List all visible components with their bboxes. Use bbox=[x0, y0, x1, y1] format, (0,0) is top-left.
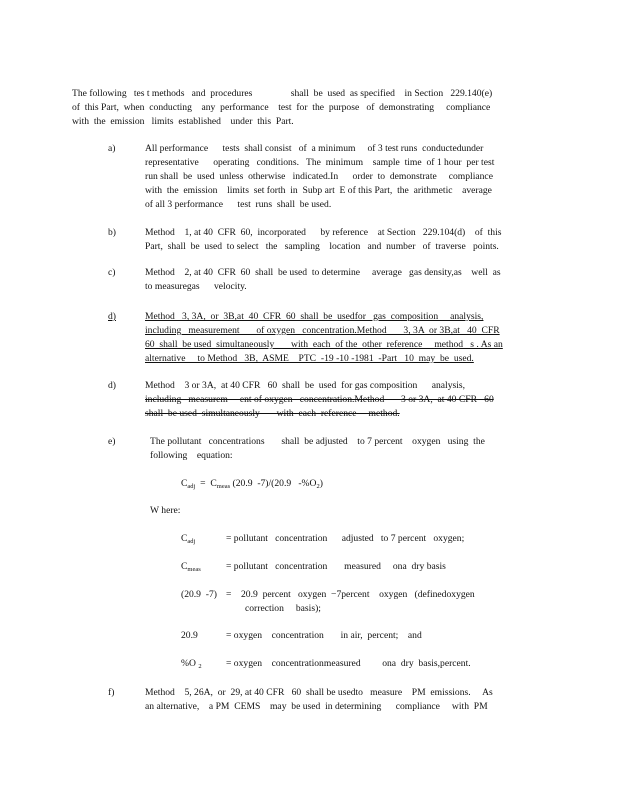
equation-c-subscript: meas bbox=[216, 483, 231, 490]
definition-text: = pollutant concentration adjusted to 7 percent oxygen; bbox=[226, 533, 465, 544]
item-line: to measuregas velocity. bbox=[145, 281, 247, 292]
equation-rhs: (20.9 -7)/(20.9 -%O bbox=[230, 478, 317, 489]
item-line: an alternative, a PM CEMS may be used in determining compliance with PM bbox=[145, 701, 488, 712]
definition-text-continued: correction basis); bbox=[245, 603, 321, 614]
item-line: following equation: bbox=[150, 450, 233, 461]
item-line: All performance tests shall consist of a minimum of 3 test runs conductedunder bbox=[145, 143, 484, 154]
item-label: f) bbox=[108, 687, 115, 698]
item-line-inserted: 60 shall be used simultaneously with each of the other reference method s . As an bbox=[145, 339, 503, 350]
item-label: d) bbox=[108, 380, 116, 391]
equation-c: C bbox=[210, 478, 217, 489]
item-line-deleted: including measurem ent of oxygen concentration.Method 3 or 3A, at 40 CFR 60 bbox=[145, 394, 494, 405]
item-line: Method 3 or 3A, at 40 CFR 60 shall be used for gas composition analysis, bbox=[145, 380, 466, 391]
equation-lhs: C bbox=[181, 478, 188, 489]
item-label: d) bbox=[108, 311, 116, 322]
item-line-deleted: shall be used simultaneously with each reference method. bbox=[145, 408, 400, 419]
item-line: with the emission limits set forth in Subp art E of this Part, the arithmetic average bbox=[145, 185, 492, 196]
item-line: Method 2, at 40 CFR 60 shall be used to determine average gas density,as well as bbox=[145, 267, 501, 278]
definition-symbol: $C_{meas}$ bbox=[181, 561, 201, 573]
definition-symbol: $C_{adj}$ bbox=[181, 533, 196, 545]
item-line: run shall be used unless otherwise indicated.In order to demonstrate compliance bbox=[145, 171, 493, 182]
equation bbox=[181, 477, 323, 494]
definition-symbol: %O $_2$ bbox=[181, 658, 202, 670]
item-label: c) bbox=[108, 267, 116, 278]
definition-symbol: 20.9 bbox=[181, 630, 198, 641]
item-line-inserted: Method 3, 3A, or 3B,at 40 CFR 60 shall be usedfor gas composition analysis, bbox=[145, 311, 484, 322]
equation-tail: ) bbox=[319, 478, 323, 489]
item-label: a) bbox=[108, 143, 116, 154]
where-label: W here: bbox=[150, 505, 181, 516]
equation-equals: = bbox=[200, 478, 206, 489]
definition-text: = oxygen concentrationmeasured ona dry basis,percent. bbox=[226, 658, 471, 669]
item-line: Method 5, 26A, or 29, at 40 CFR 60 shall be usedto measure PM emissions. As bbox=[145, 687, 493, 698]
item-line-inserted: alternative to Method 3B, ASME PTC -19 -10 -1981 -Part 10 may be used. bbox=[145, 353, 474, 364]
equation-o2-subscript: 2 bbox=[316, 483, 320, 490]
intro-line: with the emission limits established under this Part. bbox=[72, 116, 294, 127]
item-line: of all 3 performance test runs shall be used. bbox=[145, 199, 332, 210]
intro-line: The following tes t methods and procedures shall be used as specified in Section 229.140(e) bbox=[72, 88, 493, 99]
item-line: Method 1, at 40 CFR 60, incorporated by reference at Section 229.104(d) of this bbox=[145, 227, 502, 238]
item-line: representative operating conditions. The minimum sample time of 1 hour per test bbox=[145, 157, 495, 168]
definition-text: = oxygen concentration in air, percent; and bbox=[226, 630, 422, 641]
intro-line: of this Part, when conducting any performance test for the purpose of demonstrating compliance bbox=[72, 102, 491, 113]
item-line-inserted: including measurement of oxygen concentration.Method 3, 3A or 3B,at 40 CFR bbox=[145, 325, 500, 336]
item-line: The pollutant concentrations shall be adjusted to 7 percent oxygen using the bbox=[150, 436, 485, 447]
item-line: Part, shall be used to select the sampling location and number of traverse points. bbox=[145, 241, 499, 252]
item-label: e) bbox=[108, 436, 116, 447]
definition-symbol: (20.9 -7) bbox=[181, 589, 217, 600]
item-label: b) bbox=[108, 227, 116, 238]
equation-lhs-subscript: adj bbox=[187, 483, 196, 490]
definition-text: = 20.9 percent oxygen −7percent oxygen (definedoxygen bbox=[226, 589, 475, 600]
definition-text: = pollutant concentration measured ona dry basis bbox=[226, 561, 446, 572]
